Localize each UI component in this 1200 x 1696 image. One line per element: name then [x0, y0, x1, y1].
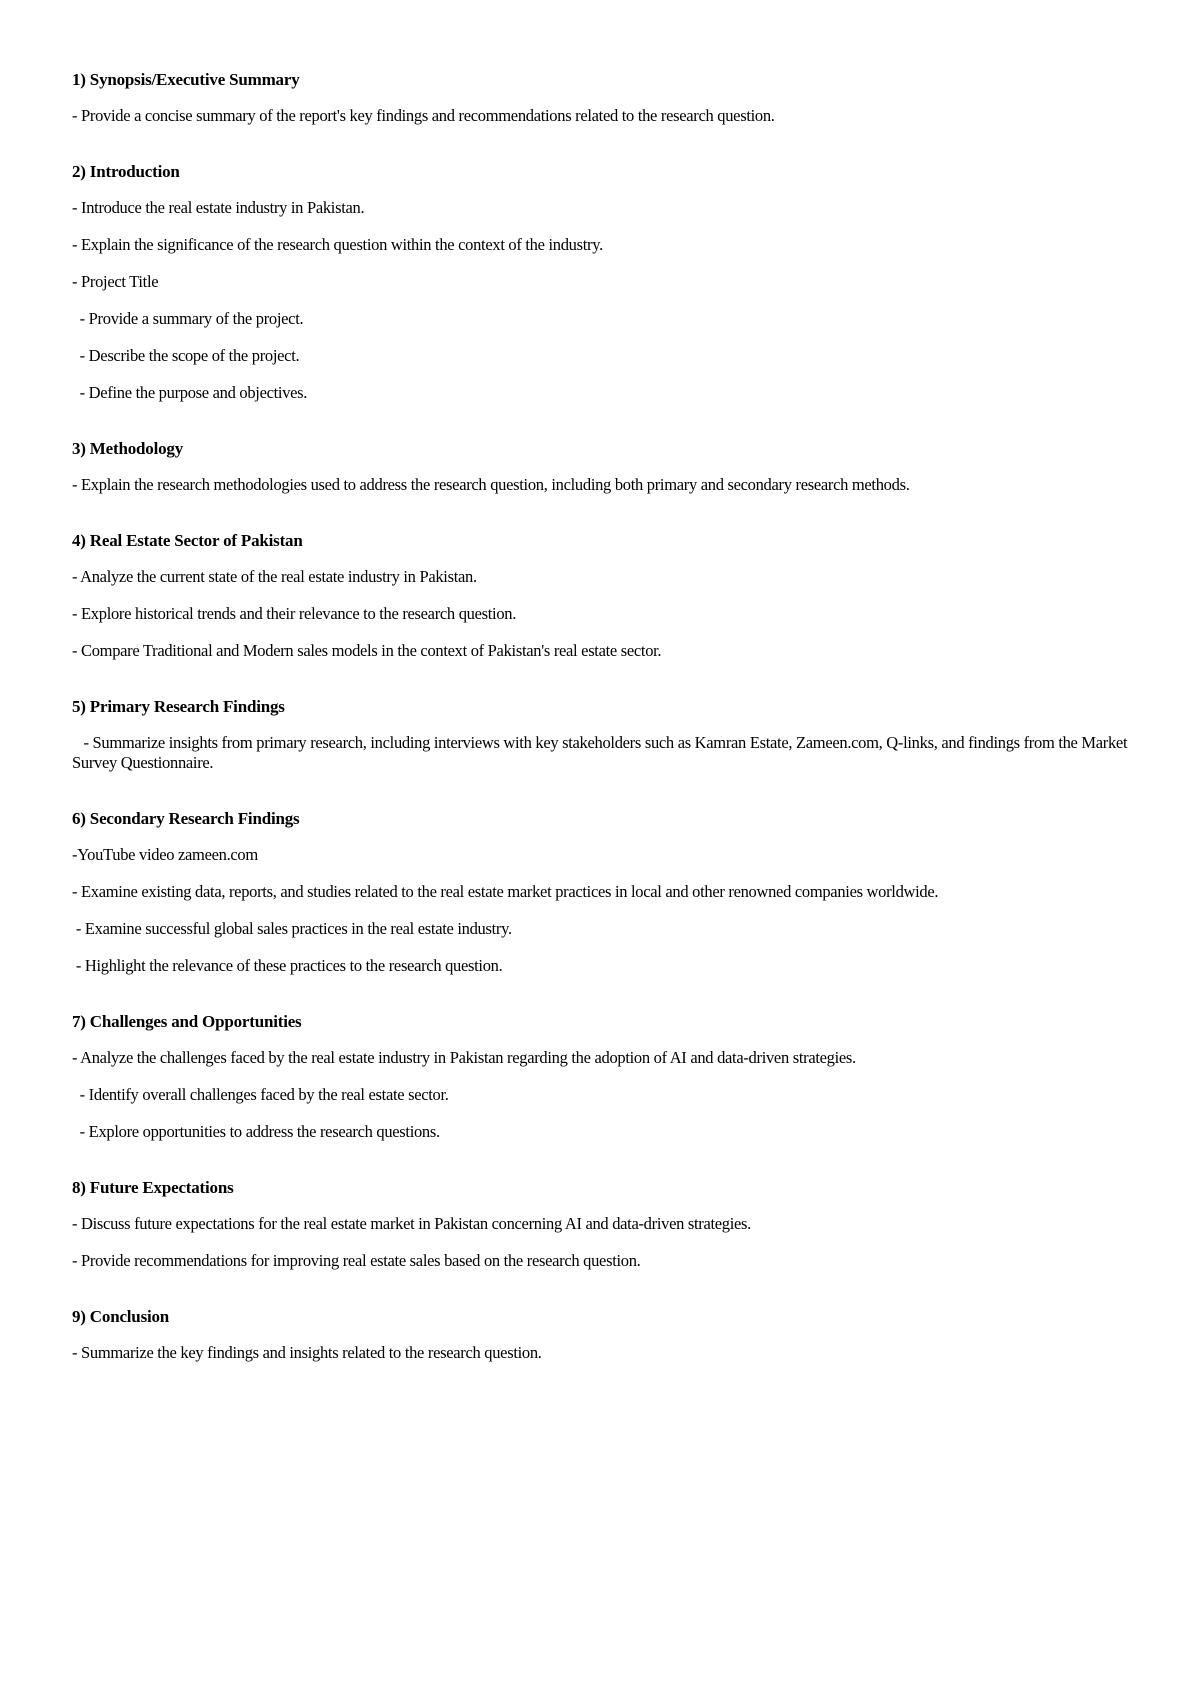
- section-line: - Project Title: [72, 272, 159, 291]
- section-line: - Examine successful global sales practices in the real estate industry.: [72, 919, 512, 938]
- section-heading: 8) Future Expectations: [72, 1178, 234, 1197]
- section-line: - Explain the research methodologies used to address the research question, including both primary and secondary research methods.: [72, 475, 910, 494]
- section-line: - Highlight the relevance of these practices to the research question.: [72, 956, 503, 975]
- section-methodology: [72, 439, 1152, 495]
- section-heading: 6) Secondary Research Findings: [72, 809, 300, 828]
- section-line: - Provide a concise summary of the report's key findings and recommendations related to the research question.: [72, 106, 775, 125]
- section-line: - Summarize the key findings and insights related to the research question.: [72, 1343, 542, 1362]
- section-line: - Provide recommendations for improving real estate sales based on the research question.: [72, 1251, 641, 1270]
- section-line: - Examine existing data, reports, and studies related to the real estate market practices in local and other renowned companies worldwide.: [72, 882, 939, 901]
- section-line: - Discuss future expectations for the real estate market in Pakistan concerning AI and data-driven strategies.: [72, 1214, 751, 1233]
- section-heading: 5) Primary Research Findings: [72, 697, 285, 716]
- section-line: - Describe the scope of the project.: [72, 346, 300, 365]
- section-challenges: [72, 1012, 1152, 1142]
- section-secondary-research: [72, 809, 1152, 976]
- section-line: - Identify overall challenges faced by the real estate sector.: [72, 1085, 449, 1104]
- document-page: [72, 70, 1152, 1399]
- section-line: - Analyze the current state of the real estate industry in Pakistan.: [72, 567, 477, 586]
- section-line: - Explore opportunities to address the research questions.: [72, 1122, 440, 1141]
- section-heading: 3) Methodology: [72, 439, 183, 458]
- section-primary-research: [72, 697, 1152, 773]
- section-line: - Define the purpose and objectives.: [72, 383, 308, 402]
- section-synopsis: [72, 70, 1152, 126]
- section-line: - Provide a summary of the project.: [72, 309, 304, 328]
- section-heading: 7) Challenges and Opportunities: [72, 1012, 302, 1031]
- section-future-expectations: [72, 1178, 1152, 1271]
- section-line: - Summarize insights from primary research, including interviews with key stakeholders such as Kamran Estate, Zameen.com, Q-links, and findings from the Market Survey Questionnaire.: [72, 733, 1132, 772]
- section-heading: 9) Conclusion: [72, 1307, 170, 1326]
- section-line: - Introduce the real estate industry in Pakistan.: [72, 198, 365, 217]
- section-introduction: [72, 162, 1152, 403]
- section-line: - Compare Traditional and Modern sales models in the context of Pakistan's real estate sector.: [72, 641, 662, 660]
- section-conclusion: [72, 1307, 1152, 1363]
- section-line: - Explain the significance of the research question within the context of the industry.: [72, 235, 603, 254]
- section-line: -YouTube video zameen.com: [72, 845, 258, 864]
- section-line: - Explore historical trends and their relevance to the research question.: [72, 604, 517, 623]
- section-real-estate-sector: [72, 531, 1152, 661]
- section-heading: 1) Synopsis/Executive Summary: [72, 70, 300, 89]
- section-heading: 2) Introduction: [72, 162, 180, 181]
- section-line: - Analyze the challenges faced by the real estate industry in Pakistan regarding the adoption of AI and data-driven strategies.: [72, 1048, 856, 1067]
- section-heading: 4) Real Estate Sector of Pakistan: [72, 531, 303, 550]
